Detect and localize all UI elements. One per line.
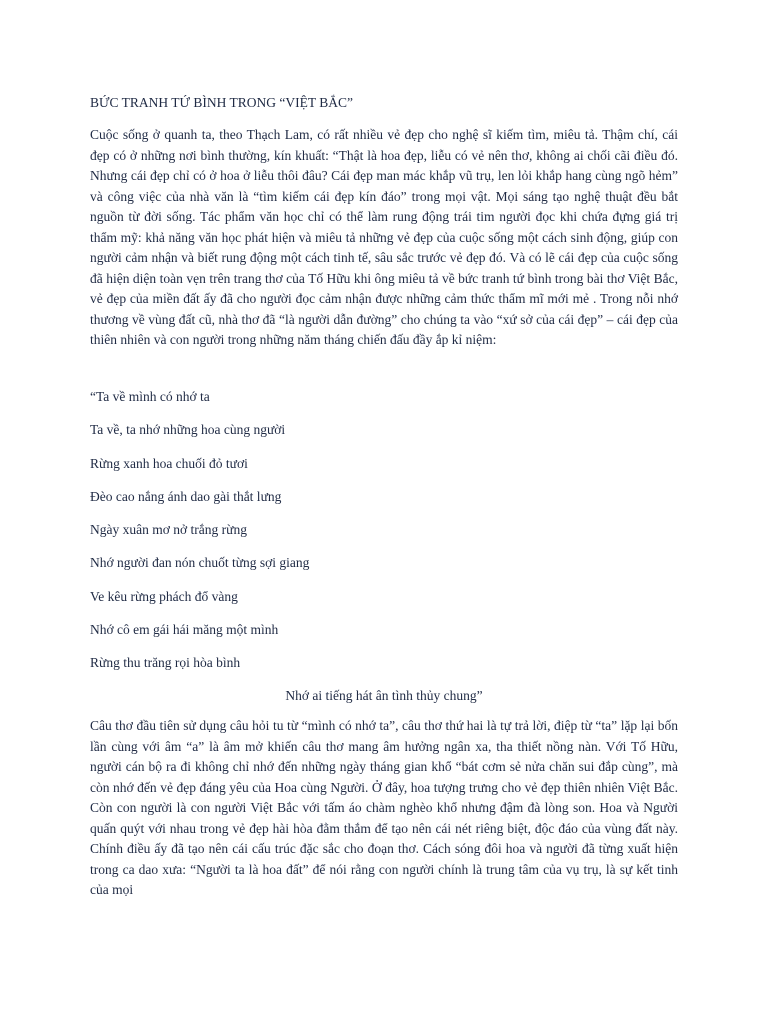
document-title: BỨC TRANH TỨ BÌNH TRONG “VIỆT BẮC” — [90, 95, 353, 110]
intro-paragraph: Cuộc sống ở quanh ta, theo Thạch Lam, có rất nhiều vẻ đẹp cho nghệ sĩ kiếm tìm, miêu tả. Thậm chí, cái đẹp có ở những nơi bình thường, kín khuất: “Thật là hoa đẹp, liễu có vẻ nên thơ, không ai chối cãi điều đó. Nhưng cái đẹp chỉ có ở hoa ở liễu thôi đâu? Cái đẹp man mác khắp vũ trụ, len lỏi khắp hang cùng ngõ hẻm” và công việc của nhà văn là “tìm kiếm cái đẹp kín đáo” trong mọi vật. Mọi sáng tạo nghệ thuật đều bắt nguồn từ đời sống. Tác phẩm văn học chỉ có thể làm rung động trái tim người đọc khi chứa đựng giá trị thẩm mỹ: khả năng văn học phát hiện và miêu tả những vẻ đẹp của cuộc sống một cách sinh động, giúp con người cảm nhận và biết rung động một cách tinh tế, sâu sắc trước vẻ đẹp đó. Và có lẽ cái đẹp của cuộc sống đã hiện diện toàn vẹn trên trang thơ của Tố Hữu khi ông miêu tả về bức tranh tứ bình trong bài thơ Việt Bắc, vẻ đẹp của miền đất ấy đã cho người đọc cảm nhận được những cảm thức thẩm mĩ mới mẻ . Trong nỗi nhớ thương về vùng đất cũ, nhà thơ đã “là người dẫn đường” cho chúng ta vào “xứ sở của cái đẹp” – cái đẹp của thiên nhiên và con người trong những năm tháng chiến đấu đầy ắp kỉ niệm: — [90, 127, 678, 347]
poem-line: Nhớ cô em gái hái măng một mình — [90, 622, 279, 637]
poem-line: Đèo cao nắng ánh dao gài thắt lưng — [90, 489, 282, 504]
poem-line: Ta về, ta nhớ những hoa cùng người — [90, 422, 286, 437]
poem-line: Rừng thu trăng rọi hòa bình — [90, 655, 241, 670]
poem-line: Ve kêu rừng phách đổ vàng — [90, 589, 238, 604]
poem-line: Ngày xuân mơ nở trắng rừng — [90, 522, 247, 537]
poem-line: “Ta về mình có nhớ ta — [90, 389, 210, 404]
poem-last-line: Nhớ ai tiếng hát ân tình thủy chung” — [285, 688, 483, 703]
poem-line: Nhớ người đan nón chuốt từng sợi giang — [90, 555, 310, 570]
poem-line: Rừng xanh hoa chuối đỏ tươi — [90, 456, 248, 471]
analysis-paragraph: Câu thơ đầu tiên sử dụng câu hỏi tu từ “mình có nhớ ta”, câu thơ thứ hai là tự trả lời, điệp từ “ta” lặp lại bốn lần cùng với âm “a” là âm mở khiến câu thơ mang âm hưởng ngân xa, tha thiết nồng nàn. Với Tố Hữu, người cán bộ ra đi không chỉ nhớ đến những ngày tháng gian khổ “bát cơm sẻ nửa chăn sui đắp cùng”, mà còn nhớ đến vẻ đẹp đáng yêu của Hoa cùng Người. Ở đây, hoa tượng trưng cho vẻ đẹp thiên nhiên Việt Bắc. Còn con người là con người Việt Bắc với tấm áo chàm nghèo khổ nhưng đậm đà lòng son. Hoa và Người quấn quýt với nhau trong vẻ đẹp hài hòa đằm thắm để tạo nên cái nét riêng biệt, độc đáo của vùng đất này. Chính điều ấy đã tạo nên cái cấu trúc đặc sắc cho đoạn thơ. Cách sóng đôi hoa và người đã từng xuất hiện trong ca dao xưa: “Người ta là hoa đất” để nói rằng con người chính là trung tâm của vụ trụ, là sự kết tinh của mọi — [90, 718, 678, 897]
